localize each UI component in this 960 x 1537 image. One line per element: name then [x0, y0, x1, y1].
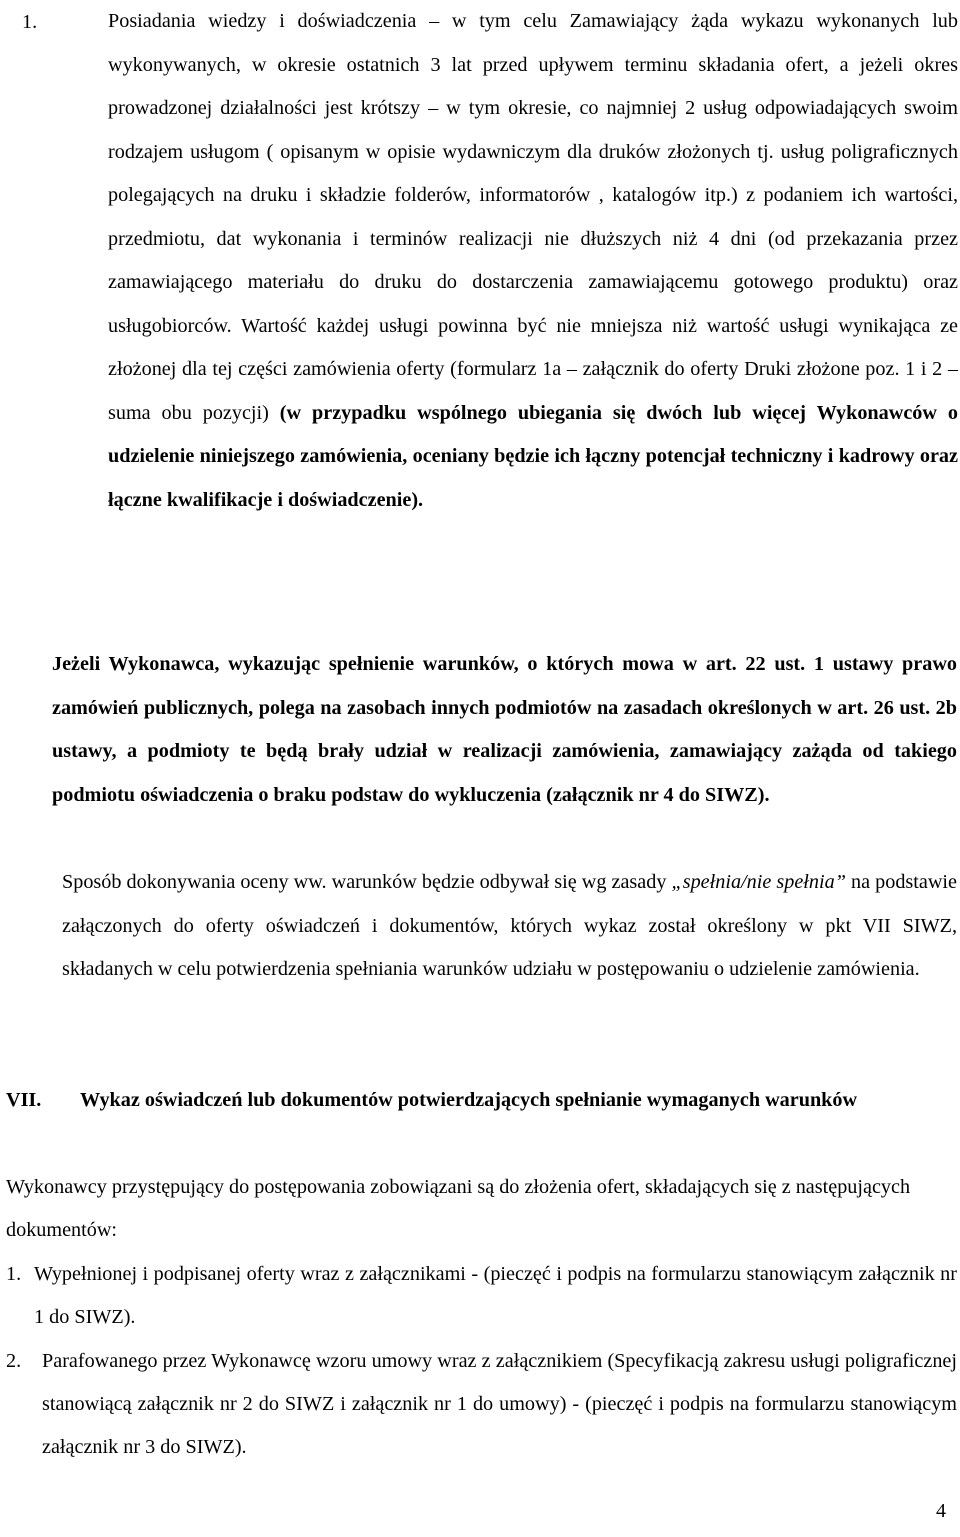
list-item-1 — [34, 1253, 957, 1339]
item-1-text-bold: (w przypadku wspólnego ubiegania się dwóch lub więcej Wykonawców o udzielenie niniejszego zamówienia, oceniany będzie ich łączny potencjał techniczny i kadrowy oraz łączne kwalifikacje i doświadczenie). — [108, 401, 958, 511]
sposob-text-italic: „spełnia/nie spełnia” — [671, 871, 846, 893]
item-1-text-regular: Posiadania wiedzy i doświadczenia – w tym celu Zamawiający żąda wykazu wykonanych lub wykonywanych, w okresie ostatnich 3 lat przed upływem terminu składania ofert, a jeżeli okres prowadzonej działalności jest krótszy – w tym okresie, co najmniej 2 usług odpowiadających swoim rodzajem usługom ( opisanym w opisie wydawniczym dla druków złożonych tj. usług poligraficznych polegających na druku i składzie folderów, informatorów , katalogów itp.) z podaniem ich wartości, przedmiotu, dat wykonania i terminów realizacji nie dłuższych niż 4 dni (od przekazania przez zamawiającego materiału do druku do dostarczenia zamawiającemu gotowego produktu) oraz usługobiorców. Wartość każdej usługi powinna być nie mniejsza niż wartość usługi wynikająca ze złożonej dla tej części zamówienia oferty (formularz 1a – załącznik do oferty Druki złożone poz. 1 i 2 – suma obu pozycji) — [108, 10, 958, 424]
item-1-marker: 1. — [22, 11, 38, 33]
section-vii-number: VII. — [6, 1089, 42, 1111]
sposob-text-b: na podstawie załączonych do oferty oświadczeń i dokumentów, których wykaz został określony w pkt VII SIWZ, składanych w celu potwierdzenia spełniania warunków udziału w postępowaniu o udzielenie zamówienia. — [62, 871, 957, 980]
paragraph-jezeli: Jeżeli Wykonawca, wykazując spełnienie warunków, o których mowa w art. 22 ust. 1 ustawy prawo zamówień publicznych, polega na zasobach innych podmiotów na zasadach określonych w art. 26 ust. 2b ustawy, a podmioty te będą brały udział w realizacji zamówienia, zamawiający zażąda od takiego podmiotu oświadczenia o braku podstaw do wykluczenia (załącznik nr 4 do SIWZ). — [52, 653, 957, 806]
paragraph-sposob — [62, 861, 957, 992]
page-number: 4 — [936, 1500, 946, 1522]
section-vii-title: Wykaz oświadczeń lub dokumentów potwierdzających spełnianie wymaganych warunków — [80, 1089, 858, 1111]
sposob-text-a: Sposób dokonywania oceny ww. warunków będzie odbywał się wg zasady — [62, 871, 672, 893]
list-item-2 — [42, 1340, 957, 1469]
item-1-text — [108, 0, 958, 522]
list-item-2-marker: 2. — [6, 1350, 22, 1372]
section-vii-intro: Wykonawcy przystępujący do postępowania zobowiązani są do złożenia ofert, składających się z następujących dokumentów: — [6, 1176, 911, 1241]
list-item-1-marker: 1. — [6, 1263, 22, 1285]
list-item-2-text: Parafowanego przez Wykonawcę wzoru umowy wraz z załącznikiem (Specyfikacją zakresu usługi poligraficznej stanowiącą załącznik nr 2 do SIWZ i załącznik nr 1 do umowy) - (pieczęć i podpis na formularzu stanowiącym załącznik nr 3 do SIWZ). — [42, 1350, 957, 1458]
list-item-1-text: Wypełnionej i podpisanej oferty wraz z załącznikami - (pieczęć i podpis na formularzu stanowiącym załącznik nr 1 do SIWZ). — [34, 1263, 957, 1328]
